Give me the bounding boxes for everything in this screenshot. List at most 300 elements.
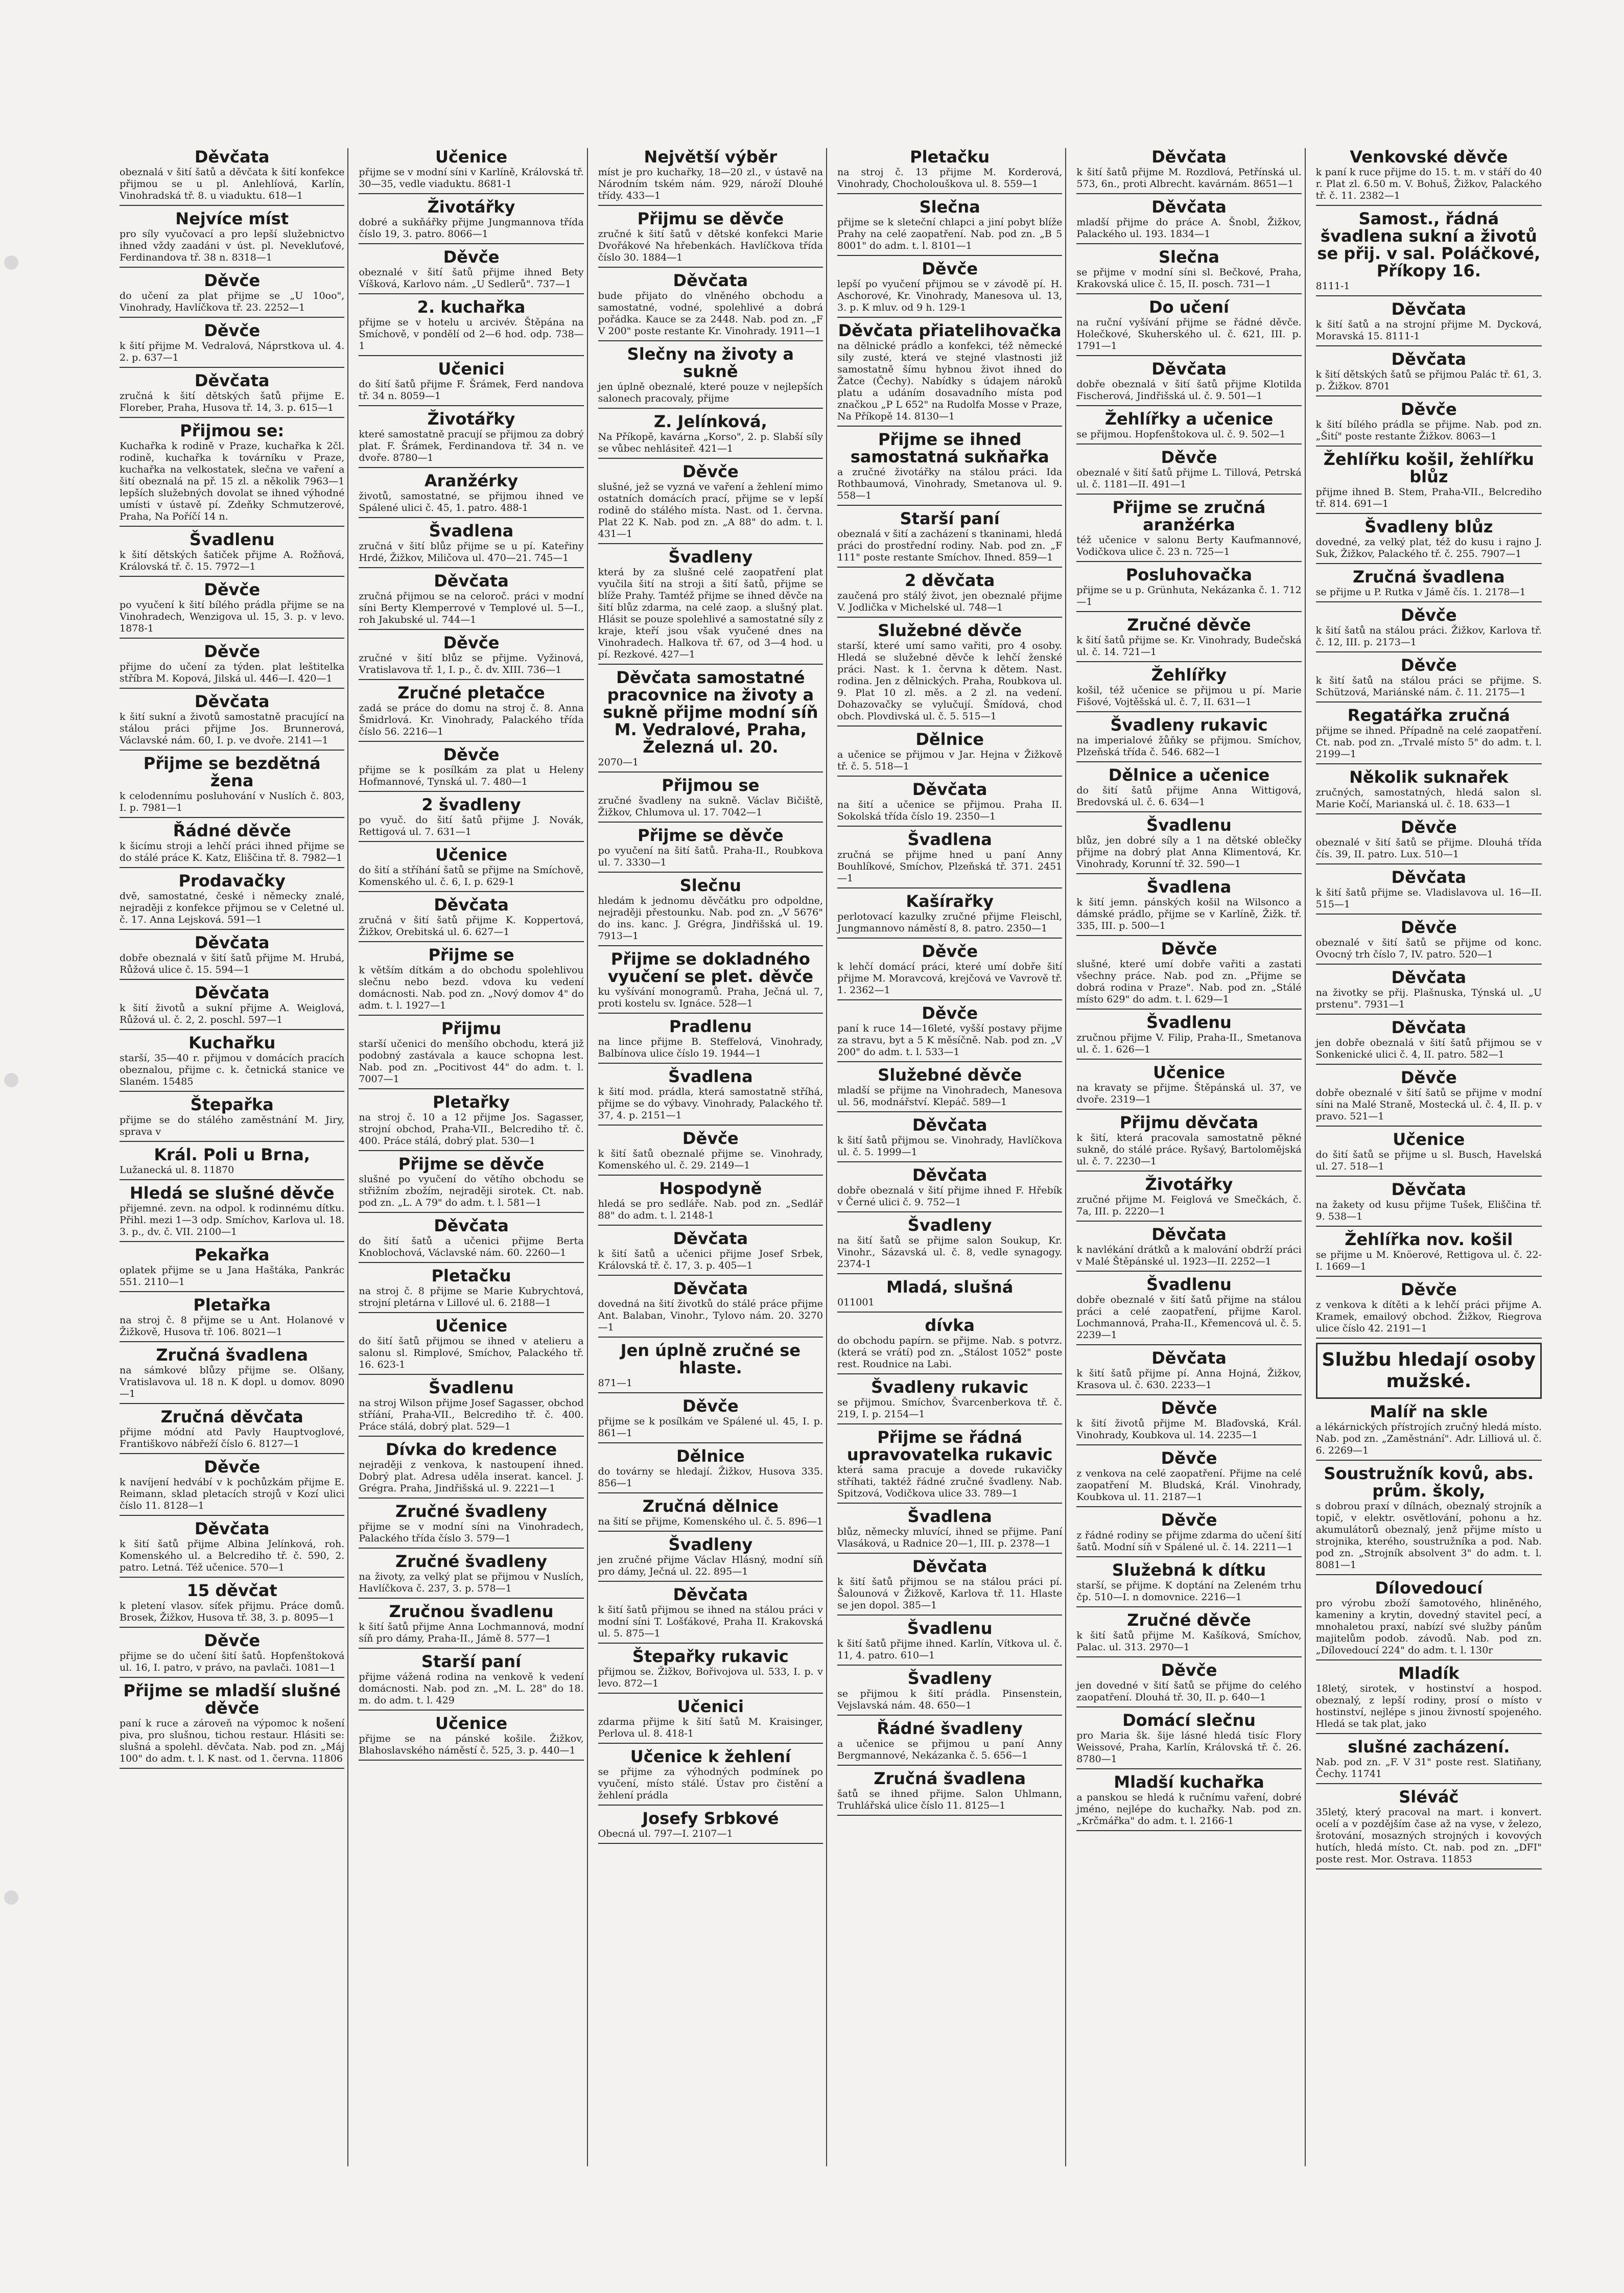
- ad-text: k šití šatů přijme Albina Jelínková, roh. Komenského ul. a Belcrediho tř. č. 590, 2. patro. Letná. Též učenice. 570—1: [120, 1538, 345, 1573]
- ad-title: Zručná švadlena: [874, 1769, 1026, 1788]
- ad-title: Učenice: [1393, 1130, 1465, 1149]
- classified-ad: [359, 1441, 583, 1499]
- ad-text: starší, se přijme. K doptání na Zeleném trhu čp. 510—I. n domovnice. 2216—1: [1076, 1580, 1302, 1603]
- ad-title: Přijmou se:: [180, 421, 285, 440]
- classified-ad: [837, 1116, 1062, 1162]
- ad-text: jen úplně obeznalé, které pouze v nejlepších salonech pracovaly, přijme: [598, 381, 823, 404]
- ad-title: Děvče: [204, 642, 261, 661]
- classified-ad: [120, 1096, 344, 1142]
- ad-text: na stroj Wilson přijme Josef Sagasser, obchod stříání, Praha-VII., Belcrediho tř. č. 400. Práce stálá, dobrý plat. 529—1: [359, 1397, 584, 1432]
- ad-title: Mladá, slušná: [886, 1277, 1014, 1297]
- ad-text: blůz, německy mluvící, ihned se přijme. Paní Vlasáková, u Radnice 20—1, III. p. 2378—1: [837, 1526, 1063, 1549]
- ad-title: Zručné švadleny: [395, 1552, 548, 1571]
- ad-text: přijmou se. Žižkov, Bořivojova ul. 533, I. p. v levo. 872—1: [598, 1666, 823, 1689]
- classified-ad: [598, 777, 823, 823]
- ad-text: 8111-1: [1315, 280, 1350, 292]
- ad-text: košil, též učenice se přijmou u pí. Marie Fišové, Vojtěšská ul. č. 7, II. 631—1: [1076, 685, 1302, 708]
- classified-ad: [359, 522, 583, 568]
- ad-text: do šití a stříhání šatů se přijme na Smíchově, Komenského ul. č. 6, I. p. 629-1: [359, 864, 584, 887]
- ad-title: Kuchařku: [189, 1033, 276, 1052]
- ad-title: Děvče: [204, 1457, 261, 1477]
- ad-text: přijme se k sleteční chlapci a jiní pobyt blíže Prahy na celé zaopatření. Nab. pod zn. „B 5 8001" do adm. t. l. 8101—1: [837, 217, 1063, 251]
- ad-title: Přijme se mladší slušné děvče: [123, 1681, 341, 1718]
- ad-title: Švadlena: [429, 521, 514, 541]
- ad-text: na šití se přijme, Komenského ul. č. 5. 896—1: [598, 1516, 823, 1527]
- ad-title: Služebná k dítku: [1112, 1560, 1266, 1580]
- ad-text: na lince přijme B. Steffelová, Vinohrady, Balbínova ulice číslo 19. 1944—1: [598, 1036, 823, 1059]
- ad-title: 2 děvčata: [905, 571, 995, 590]
- ad-title: Švadlenu: [189, 530, 275, 549]
- ad-title: Jen úplně zručné se hlaste.: [620, 1341, 801, 1377]
- ad-text: paní k ruce 14—16leté, vyšší postavy přijme za stravu, byt a 5 K měsíčně. Nab. pod zn. „V 200" do adm. t. l. 533—1: [837, 1023, 1063, 1058]
- ad-text: 871—1: [598, 1377, 633, 1389]
- classified-ad: [1076, 1114, 1301, 1172]
- ad-text: starší, 35—40 r. přijmou v domácích pracích obeznalou, přijme c. k. četnická stanice ve Slaném. 15485: [120, 1052, 345, 1087]
- classified-ad: [120, 1632, 344, 1678]
- classified-ad: [1316, 300, 1542, 346]
- ad-text: přijme se u p. Grünhuta, Nekázanka č. 1. 712—1: [1076, 584, 1302, 607]
- classified-ad: [359, 896, 583, 942]
- classified-ad: [120, 1582, 344, 1628]
- ad-title: Děvčata: [1391, 1180, 1467, 1199]
- classified-ad: [1316, 568, 1542, 602]
- ad-text: na kravaty se přijme. Štěpánská ul. 37, ve dvoře. 2319—1: [1076, 1082, 1302, 1105]
- ad-title: Děvče: [1161, 1398, 1217, 1418]
- classified-ad: [1076, 1449, 1301, 1507]
- ad-text: životů, samostatné, se přijmou ihned ve Spálené ulici č. 45, 1. patro. 488-1: [359, 490, 584, 513]
- ad-text: hledá se pro sedláře. Nab. pod zn. „Sedlář 88" do adm. t. l. 2148-1: [598, 1198, 823, 1221]
- ad-title: Učenice: [435, 1714, 508, 1733]
- ad-text: zručné k šití šatů v dětské konfekci Marie Dvořákové Na hřebenkách. Havlíčkova třída číslo 30. 1884—1: [598, 228, 823, 263]
- ad-title: Pletařka: [193, 1295, 271, 1315]
- ad-text: starší, které umí samo vařiti, pro 4 osoby. Hledá se služebné děvče k lehčí ženské práci. Nast. k 1. června k dětem. Nast. rodina. Jen z dělnických. Praha, Roubkova ul. 9. Plat 10 zl. měs. a 2 zl. na vedení. Dohazovačky se vylučují. Šmídová, chod obch. Plovdivská ul. č. 5. 515—1: [837, 640, 1063, 722]
- classified-ad: [837, 893, 1062, 939]
- ad-text: šatů se ihned přijme. Salon Uhlmann, Truhlářská ulice číslo 11. 8125—1: [837, 1788, 1063, 1811]
- ad-text: přijme se do stálého zaměstnání M. Jiry, sprava v: [120, 1114, 345, 1137]
- ad-title: Přijmou se: [662, 776, 760, 795]
- ad-text: 35letý, který pracoval na mart. i konvert. ocelí a v pozdějším čase až na vyse, v železo, šrotování, mosazných strojných i kovových hutích, hledá místo. Ct. nab. pod zn. „DFI" poste rest. Mor. Ostrava. 11853: [1315, 1807, 1542, 1865]
- ad-title: Děvče: [1161, 1660, 1217, 1680]
- ad-text: lepší po vyučení přijmou se v závodě pí. H. Aschorové, Kr. Vinohrady, Manesova ul. 13, 3. p. K mluv. od 9 h. 129-1: [837, 278, 1063, 313]
- ad-title: Řádné švadleny: [877, 1719, 1023, 1738]
- ad-text: k šití šatů přijme ihned. Karlín, Vítkova ul. č. 11, 4. patro. 610—1: [837, 1638, 1063, 1661]
- ad-text: oplatek přijme se u Jana Haštáka, Pankrác 551. 2110—1: [120, 1265, 345, 1288]
- ad-title: Zručná švadlena: [156, 1345, 309, 1365]
- ad-text: paní k ruce a zároveň na výpomoc k nošení piva, pro slušnou, tichou restaur. Hlásiti se: slušná a spolehl. děvčata. Nab. pod zn. „Máj 100" do adm. t. l. K nast. od 1. června. 11806: [120, 1718, 345, 1764]
- ad-title: Prodavačky: [178, 871, 286, 891]
- ad-text: s dobrou praxí v dílnách, obeznalý strojník a topič, v elektr. osvětlování, pohonu a hz. akumulátorů obeznalý, jenž přijme místo u strojnika, kterého, soustružníka a pod. Nab. pod zn. „Strojník absolvent 3" do adm. t. l. 8081—1: [1315, 1501, 1542, 1571]
- classified-ad: [1076, 1276, 1301, 1345]
- classified-ad: [359, 684, 583, 742]
- classified-ad: [837, 1770, 1062, 1816]
- ad-title: Domácí slečnu: [1122, 1711, 1256, 1730]
- ad-text: k paní k ruce přijme do 15. t. m. v stáří do 40 r. Plat zl. 6.50 m. V. Bohuš, Žižkov, Palackého tř. č. 11. 2382—1: [1315, 167, 1542, 201]
- ad-text: k šití životů přijme M. Blaďovská, Král. Vinohrady, Koubkova ul. 14. 2235—1: [1076, 1418, 1302, 1441]
- classified-ad: [1316, 969, 1542, 1015]
- ad-text: přijme se v hotelu u arcivév. Štěpána na Smíchově, v pondělí od 2—6 hod. odp. 738—1: [359, 317, 584, 352]
- classified-ad: [120, 422, 344, 527]
- ad-text: přijme se v modní síni na Vinohradech, Palackého třída číslo 3. 579—1: [359, 1521, 584, 1544]
- ad-text: jen dovedné v šití šatů se přijme do celého zaopatření. Dlouhá tř. 30, II. p. 640—1: [1076, 1680, 1302, 1703]
- classified-ad: [359, 634, 583, 680]
- ad-text: zručná přijmou se na celoroč. práci v modní síni Berty Klemperrové v Templové ul. 5—I., roh Jakubské ul. 744—1: [359, 591, 584, 625]
- ad-text: přijme do učení za týden. plat leštitelka stříbra M. Kopová, Jilská ul. 446—I. 420—1: [120, 661, 345, 684]
- ad-title: Děvčata: [673, 1229, 748, 1248]
- classified-ad: [359, 360, 583, 406]
- classified-ad: [120, 210, 344, 268]
- ad-title: Děvče: [1400, 605, 1457, 625]
- ad-title: Děvče: [1161, 1448, 1217, 1468]
- classified-ad: [1316, 869, 1542, 915]
- classified-ad: [1316, 210, 1542, 296]
- ad-text: se přijme v modní síni sl. Bečkové, Praha, Krakovská ulice č. 15, II. posch. 731—1: [1076, 267, 1302, 290]
- ad-text: do učení za plat přijme se „U 10oo", Vinohrady, Havlíčkova tř. 23. 2252—1: [120, 290, 345, 313]
- column-4: [834, 148, 1066, 2166]
- ad-text: dobré a sukňářky přijme Jungmannova třída číslo 19, 3. patro. 8066—1: [359, 217, 584, 240]
- ad-title: Životářky: [427, 197, 515, 217]
- ad-title: Přijme se dokladného vyučení se plet. děvče: [607, 949, 813, 986]
- ad-text: perlotovací kazulky zručné přijme Fleischl, Jungmannovo náměstí 8, 8. patro. 2350—1: [837, 911, 1063, 934]
- ad-title: Děvčata: [1151, 1348, 1227, 1368]
- ad-text: k pletení vlasov. síťek přijmu. Práce domů. Brosek, Žižkov, Husova tř. 38, 3. p. 8095—1: [120, 1600, 345, 1623]
- ad-title: Děvčata: [912, 780, 987, 799]
- classified-ad: [598, 950, 823, 1014]
- ad-title: Soustružník kovů, abs. prům. školy,: [1324, 1464, 1534, 1501]
- classified-ad: [837, 1216, 1062, 1274]
- ad-text: k šití šatů přijme M. Kašíková, Smíchov, Palac. ul. 313. 2970—1: [1076, 1630, 1302, 1653]
- ad-title: Zručná dělnice: [642, 1496, 779, 1516]
- ad-text: na žakety od kusu přijme Tušek, Eliščina tř. 9. 538—1: [1315, 1199, 1542, 1222]
- ad-title: Starší paní: [421, 1652, 522, 1671]
- ad-text: mladší se přijme na Vinohradech, Manesova ul. 56, modnářství. Klepáč. 589—1: [837, 1085, 1063, 1108]
- column-2: [356, 148, 587, 2166]
- classified-ad: [359, 1217, 583, 1263]
- ad-title: Přijme se děvče: [398, 1154, 545, 1174]
- ad-text: k šití šatů přijmou se. Vinohrady, Havlíčkova ul. č. 5. 1999—1: [837, 1135, 1063, 1158]
- ad-text: přijme se k posílkám za plat u Heleny Hofmannové, Tynská ul. 7. 480—1: [359, 764, 584, 787]
- ad-text: zručnou přijme V. Filip, Praha-II., Smetanova ul. č. 1. 626—1: [1076, 1032, 1302, 1055]
- column-6: [1313, 148, 1545, 2166]
- classified-ad: [1076, 1611, 1301, 1657]
- classified-ad: [359, 572, 583, 630]
- classified-ad: [837, 431, 1062, 506]
- classified-ad: [1076, 1712, 1301, 1769]
- ad-text: do obchodu papírn. se přijme. Nab. s potvrz. (která se vrátí) pod zn. „Stálost 1052" poste rest. Roudnice na Labi.: [837, 1335, 1063, 1370]
- ad-title: Švadlenu: [429, 1378, 514, 1397]
- ad-text: se přijme u M. Knöerové, Rettigova ul. č. 22-I. 1669—1: [1315, 1249, 1542, 1272]
- classified-ad: [598, 345, 823, 409]
- ad-title: Učenice k žehlení: [630, 1747, 791, 1766]
- ad-text: k šití bílého prádla se přijme. Nab. pod zn. „Šití" poste restante Žižkov. 8063—1: [1315, 419, 1542, 442]
- ad-text: jen dobře obeznalá v šití šatů přijmou se v Sonkenické ulici č. 4, II. patro. 582—1: [1315, 1037, 1542, 1060]
- ad-title: Děvčata: [434, 571, 509, 591]
- ad-title: Žehlířky: [1151, 665, 1227, 685]
- ad-text: které samostatně pracují se přijmou za dobrý plat. F. Šrámek, Ferdinandova tř. 34 n. ve dvoře. 8780—1: [359, 429, 584, 463]
- ad-title: Štepařka: [190, 1095, 274, 1114]
- classified-ad: [120, 984, 344, 1030]
- classified-ad: [359, 946, 583, 1016]
- ad-text: jen zručné přijme Václav Hlásný, modní síň pro dámy, Ječná ul. 22. 895—1: [598, 1554, 823, 1577]
- ad-text: obeznalá v šití a zacházení s tkaninami, hledá práci do prostřední rodiny. Nab. pod zn. „F 111" poste restante Smíchov. Ihned. 859—1: [837, 528, 1063, 563]
- ad-title: Děvčata: [912, 1557, 987, 1576]
- classified-ad: [359, 846, 583, 892]
- classified-ad: [1076, 1064, 1301, 1110]
- ad-title: Žehlířka nov. košil: [1345, 1230, 1513, 1249]
- ad-title: Do učení: [1149, 297, 1229, 317]
- classified-columns: [116, 148, 1545, 2166]
- ad-title: Švadlena: [1146, 877, 1232, 897]
- classified-ad: [120, 1520, 344, 1578]
- classified-ad: [598, 548, 823, 665]
- ad-text: po vyuč. do šití šatů přijme J. Novák, Rettigová ul. 7. 631—1: [359, 814, 584, 837]
- ad-title: Největší výběr: [644, 148, 778, 167]
- ad-title: Kašírařky: [906, 892, 994, 911]
- ad-title: Nejvíce míst: [175, 209, 289, 228]
- ad-title: Švadleny: [907, 1669, 992, 1688]
- ad-title: Štepařky rukavic: [632, 1647, 789, 1666]
- classified-ad: [120, 1296, 344, 1342]
- ad-title: Venkovské děvče: [1350, 148, 1508, 167]
- ad-text: k navlékání drátků a k malování obdrží práci v Malé Štěpánské ul. 1923—II. 2252—1: [1076, 1244, 1302, 1267]
- classified-ad: [120, 1346, 344, 1404]
- ad-text: k šití dětských šatiček přijme A. Rožňová, Královská tř. č. 15. 7972—1: [120, 549, 345, 572]
- ad-title: Přijmu děvčata: [1119, 1113, 1259, 1132]
- ad-title: Děvče: [443, 633, 500, 652]
- ad-title: Dělnice: [915, 730, 984, 749]
- ad-title: Pletačku: [431, 1266, 511, 1285]
- punch-hole: [4, 1073, 18, 1087]
- classified-ad: [598, 877, 823, 946]
- ad-title: Přijme se bezdětná žena: [143, 754, 321, 790]
- classified-ad: [837, 1558, 1062, 1616]
- ad-text: též učenice v salonu Berty Kaufmannové, Vodičkova ulice č. 23 n. 725—1: [1076, 534, 1302, 557]
- ad-text: přijme se k posílkám ve Spálené ul. 45, I. p. 861—1: [598, 1416, 823, 1439]
- classified-ad: [598, 1648, 823, 1694]
- ad-text: která by za slušné celé zaopatření plat vyučila šití na stroji a šití šatů, přijme se blíže Prahy. Tamtéž přijme se ihned děvče na šití blůz zdarma, na celé zaop. a slušný plat. Hlásit se pouze spolehlivé a samostatné síly z kraje, kteří jsou však vyučené dnes na Vinohradech. Halkova tř. 67, od 3—4 hod. u pí. Rezkové. 427—1: [598, 567, 823, 660]
- ad-title: Děvče: [1400, 400, 1457, 419]
- ad-title: Děvče: [682, 1396, 739, 1416]
- classified-ad: [1316, 1131, 1542, 1177]
- section-notice-title: Službu hledají osoby mužské.: [1322, 1349, 1536, 1392]
- classified-ad: [837, 322, 1062, 427]
- ad-text: a lékárnických přístrojích zručný hledá místo. Nab. pod zn. „Zaměstnání". Adr. Lilliová ul. č. 6. 2269—1: [1315, 1421, 1542, 1456]
- classified-ad: [1076, 248, 1301, 294]
- ad-text: zručné švadleny na sukně. Václav Bičiště, Žižkov, Chlumova ul. 17. 7042—1: [598, 795, 823, 818]
- classified-ad: [359, 1653, 583, 1711]
- ad-text: slušné, jež se vyzná ve vaření a žehlení mimo ostatních domácích prací, přijme se v lepší rodině do stálého místa. Nast. od 1. června. Plat 22 K. Nab. pod zn. „A 88" do adm. t. l. 431—1: [598, 481, 823, 540]
- ad-title: dívka: [925, 1316, 975, 1335]
- ad-text: do šití šatů přijme Anna Wittigová, Bredovská ul. č. 6. 634—1: [1076, 785, 1302, 808]
- ad-text: přijme se ihned. Případně na celé zaopatření. Ct. nab. pod zn. „Trvalé místo 5" do adm. t. l. 2199—1: [1315, 725, 1542, 760]
- classified-ad: [120, 272, 344, 318]
- ad-text: Obecná ul. 797—I. 2107—1: [598, 1828, 733, 1839]
- classified-ad: [598, 413, 823, 459]
- classified-ad: [1076, 816, 1301, 874]
- classified-ad: [598, 1447, 823, 1493]
- ad-text: k navíjení hedvábí v k pochůzkám přijme E. Reimann, sklad pletacích strojů v Kozí ulici číslo 11. 8128—1: [120, 1477, 345, 1511]
- ad-text: dobře obeznalá v šití přijme ihned F. Hřebík v Černé ulici č. 9. 752—1: [837, 1185, 1063, 1208]
- ad-title: Děvčata: [912, 1115, 987, 1135]
- ad-title: Učenici: [677, 1697, 744, 1716]
- classified-ad: [1076, 198, 1301, 244]
- ad-title: Děvčata: [194, 692, 270, 711]
- ad-text: zdarma přijme k šití šatů M. Kraisinger, Perlova ul. 8. 418-1: [598, 1716, 823, 1739]
- ad-text: zadá se práce do domu na stroj č. 8. Anna Šmidrlová. Kr. Vinohrady, Palackého třída číslo 56. 2216—1: [359, 703, 584, 737]
- ad-title: Král. Poli u Brna,: [154, 1145, 310, 1164]
- ad-text: přijme vážená rodina na venkově k vedení domácnosti. Nab. pod zn. „M. L. 28" do 18. m. do adm. t. l. 429: [359, 1671, 584, 1706]
- ad-title: Švadlenu: [1146, 815, 1232, 835]
- ad-text: přijme se v modní síni v Karlíně, Královská tř. 30—35, vedle viaduktu. 8681-1: [359, 167, 584, 190]
- ad-text: k šití šatů přijmou se ihned na stálou práci v modní síni T. Lošťákové, Praha II. Krakovská ul. 5. 875—1: [598, 1604, 823, 1639]
- classified-ad: [837, 1670, 1062, 1716]
- ad-text: se přijmou. Hopfenštokova ul. č. 9. 502—1: [1076, 429, 1286, 440]
- ad-text: po vyučení na šití šatů. Praha-II., Roubkova ul. 7. 3330—1: [598, 845, 823, 868]
- classified-ad: [1076, 499, 1301, 562]
- classified-ad: [1316, 1231, 1542, 1277]
- ad-title: Děvče: [1400, 1068, 1457, 1087]
- ad-title: Životářky: [1145, 1175, 1233, 1194]
- ad-text: k větším dítkám a do obchodu spolehlivou slečnu nebo bezd. vdova ku vedení domácnosti. Nab. pod zn. „Nový domov 4" do adm. t. l. 1927—1: [359, 965, 584, 1011]
- ad-text: k šití mod. prádla, která samostatně stříhá, přijme se do výbavy. Vinohrady, Palackého tř. 37, 4. p. 2151—1: [598, 1086, 823, 1121]
- ad-text: 2070—1: [598, 757, 639, 768]
- ad-title: Děvčata: [1151, 148, 1227, 167]
- classified-ad: [837, 198, 1062, 256]
- classified-ad: [837, 1378, 1062, 1424]
- classified-ad: [1316, 657, 1542, 703]
- ad-title: Zručné pletačce: [397, 683, 545, 703]
- classified-ad: [120, 1458, 344, 1516]
- ad-title: Děvče: [922, 259, 978, 278]
- punch-hole: [4, 1890, 18, 1905]
- ad-text: přijme módní atd Pavly Hauptvoglové, Františkovo nábřeží číslo 6. 8127—1: [120, 1426, 345, 1449]
- ad-text: z řádné rodiny se přijme zdarma do učení šití šatů. Modní síň v Spálené ul. č. 14. 2211—1: [1076, 1530, 1302, 1553]
- classified-ad: [120, 1246, 344, 1292]
- ad-text: zaučená pro stálý život, jen obeznalé přijme V. Jodlička v Michelské ul. 748—1: [837, 590, 1063, 613]
- ad-title: Děvče: [1400, 817, 1457, 837]
- classified-ad: [837, 943, 1062, 1000]
- classified-ad: [1316, 1281, 1542, 1339]
- classified-ad: [1076, 410, 1301, 444]
- classified-ad: [359, 1715, 583, 1761]
- classified-ad: [359, 1155, 583, 1213]
- classified-ad: [598, 1586, 823, 1644]
- classified-ad: [1076, 616, 1301, 662]
- classified-ad: [1076, 1176, 1301, 1222]
- ad-title: Několik suknařek: [1349, 767, 1509, 787]
- ad-title: Děvče: [922, 1003, 978, 1023]
- ad-text: na životy, za velký plat se přijmou v Nuslích, Havlíčkova č. 237, 3. p. 578—1: [359, 1571, 584, 1594]
- ad-title: Děvče: [204, 321, 261, 340]
- ad-title: Přijmu: [441, 1019, 502, 1038]
- classified-ad: [120, 581, 344, 639]
- ad-text: dovedná na šití životků do stálé práce přijme Ant. Balaban, Vinohr., Tylovo nám. 20. 3270—1: [598, 1298, 823, 1333]
- ad-text: obeznalé v šití šatů přijme ihned Bety Víšková, Karlovo nám. „U Sedlerů". 737—1: [359, 267, 584, 290]
- ad-text: přijemné. zevn. na odpol. k rodinnému dítku. Přihl. mezi 1—3 odp. Smíchov, Karlova ul. 18. 3. p., dv. č. VII. 2100—1: [120, 1203, 345, 1237]
- ad-text: na stroj č. 10 a 12 přijme Jos. Sagasser, strojní obchod, Praha-VII., Belcrediho tř. č. 400. Práce stálá, dobrý plat. 530—1: [359, 1112, 584, 1146]
- classified-ad: [1076, 1399, 1301, 1445]
- classified-ad: [359, 1020, 583, 1089]
- classified-ad: [1316, 1579, 1542, 1660]
- ad-title: Děvče: [1161, 448, 1217, 467]
- classified-ad: [359, 1603, 583, 1649]
- classified-ad: [359, 1503, 583, 1549]
- ad-title: Švadleny: [907, 1215, 992, 1235]
- classified-ad: [837, 572, 1062, 618]
- classified-ad: [359, 1379, 583, 1437]
- ad-text: k šití sukní a životů samostatně pracující na stálou práci přijme Jos. Brunnerová, Václavské nám. 60, I. p. ve dvoře. 2141—1: [120, 711, 345, 746]
- classified-ad: [1316, 1738, 1542, 1784]
- classified-ad: [837, 622, 1062, 727]
- classified-ad: [598, 463, 823, 544]
- ad-title: Švadlenu: [1146, 1013, 1232, 1032]
- classified-ad: [1076, 1561, 1301, 1607]
- ad-text: mladší přijme do práce A. Šnobl, Žižkov, Palackého ul. 193. 1834—1: [1076, 217, 1302, 240]
- ad-text: zručná v šití blůz přijme se u pí. Kateřiny Hrdé, Žižkov, Miličova ul. 470—21. 745—1: [359, 541, 584, 564]
- ad-text: obeznalé v šití šatů přijme L. Tillová, Petrská ul. č. 1181—II. 491—1: [1076, 467, 1302, 490]
- ad-title: Děvče: [682, 1129, 739, 1148]
- ad-text: k šití šatů a učenici přijme Josef Srbek, Královská tř. č. 17, 3. p. 405—1: [598, 1248, 823, 1271]
- ad-title: Učenice: [435, 1316, 508, 1336]
- ad-text: na stroj č. 8 přijme se u Ant. Holanové v Žižkově, Husova tř. 106. 8021—1: [120, 1315, 345, 1338]
- ad-text: do šití šatů a učenici přijme Berta Knoblochová, Václavské nám. 60. 2260—1: [359, 1235, 584, 1258]
- ad-title: Děvčata: [673, 271, 748, 290]
- ad-text: 18letý, sirotek, v hostinství a hospod. obeznalý, z lepší rodiny, prosí o místo v hostinství, nejlépe s jinou živností spojeného. Hledá se tak plat, jako: [1315, 1683, 1542, 1729]
- classified-ad: [1076, 1349, 1301, 1395]
- ad-title: Dívka do kredence: [385, 1440, 557, 1459]
- ad-title: Děvčata: [434, 895, 509, 915]
- ad-text: do šití šatů přijmou se ihned v atelieru a salonu sl. Rimplové, Smíchov, Palackého tř. 16. 623-1: [359, 1336, 584, 1370]
- ad-text: k šití šatů obeznalé přijme se. Vinohrady, Komenského ul. č. 29. 2149—1: [598, 1148, 823, 1171]
- ad-text: Na Příkopě, kavárna „Korso", 2. p. Slabší síly se vůbec nehlásiteř. 421—1: [598, 431, 823, 454]
- ad-title: Mladší kuchařka: [1114, 1772, 1264, 1792]
- ad-title: Děvče: [1400, 656, 1457, 675]
- ad-text: a zručné životářky na stálou práci. Ida Rothbaumová, Vinohrady, Smetanova ul. 9. 558—1: [837, 466, 1063, 501]
- ad-title: Děvče: [682, 462, 739, 481]
- ad-text: k šití dětských šatů se přijmou Palác tř. 61, 3. p. Žižkov. 8701: [1315, 369, 1542, 392]
- ad-title: Děvče: [443, 745, 500, 764]
- classified-ad: [1076, 1662, 1301, 1707]
- ad-title: Děvčata: [1391, 968, 1467, 987]
- classified-ad: [1076, 766, 1301, 812]
- section-notice: [1316, 1343, 1542, 1399]
- classified-ad: [837, 1166, 1062, 1212]
- ad-title: Posluhovačka: [1125, 565, 1253, 584]
- ad-text: se přijme za výhodných podmínek po vyučení, místo stálé. Ústav pro čistění a žehlení prádla: [598, 1766, 823, 1801]
- ad-text: Lužanecká ul. 8. 11870: [120, 1164, 234, 1176]
- ad-title: Přijmu se děvče: [637, 209, 784, 228]
- classified-ad: [120, 322, 344, 368]
- column-3: [595, 148, 827, 2166]
- classified-ad: [1076, 1511, 1301, 1557]
- ad-text: do šití šatů se přijme u sl. Busch, Havelská ul. 27. 518—1: [1315, 1149, 1542, 1172]
- ad-title: Děvčata: [194, 371, 270, 390]
- classified-ad: [1316, 606, 1542, 652]
- ad-text: 011001: [837, 1297, 875, 1308]
- ad-text: se přijmou. Smíchov, Švarcenberkova tř. č. 219, I. p. 2154—1: [837, 1397, 1063, 1420]
- ad-title: Pradlenu: [669, 1017, 752, 1036]
- classified-ad: [1076, 1226, 1301, 1272]
- ad-title: Regatářka zručná: [1347, 706, 1510, 725]
- ad-text: zručných, samostatných, hledá salon sl. Marie Kočí, Marianská ul. č. 18. 633—1: [1315, 787, 1542, 810]
- ad-text: hledám k jednomu děvčátku pro odpoldne, nejraději přestounku. Nab. pod zn. „V 5676" do ins. kanc. J. Grégra, Jindřišská ul. 19. 7913—1: [598, 895, 823, 942]
- ad-title: Služebné děvče: [878, 1065, 1022, 1085]
- ad-title: 2. kuchařka: [417, 297, 526, 317]
- ad-title: Děvče: [204, 271, 261, 290]
- ad-text: dobře obeznalá v šití šatů přijme M. Hrubá, Růžová ulice č. 15. 594—1: [120, 952, 345, 975]
- ad-text: obeznalé v šití šatů se přijme od konc. Ovocný trh číslo 7, IV. patro. 520—1: [1315, 937, 1542, 960]
- ad-title: Švadlena: [907, 830, 992, 849]
- classified-ad: [1316, 1665, 1542, 1734]
